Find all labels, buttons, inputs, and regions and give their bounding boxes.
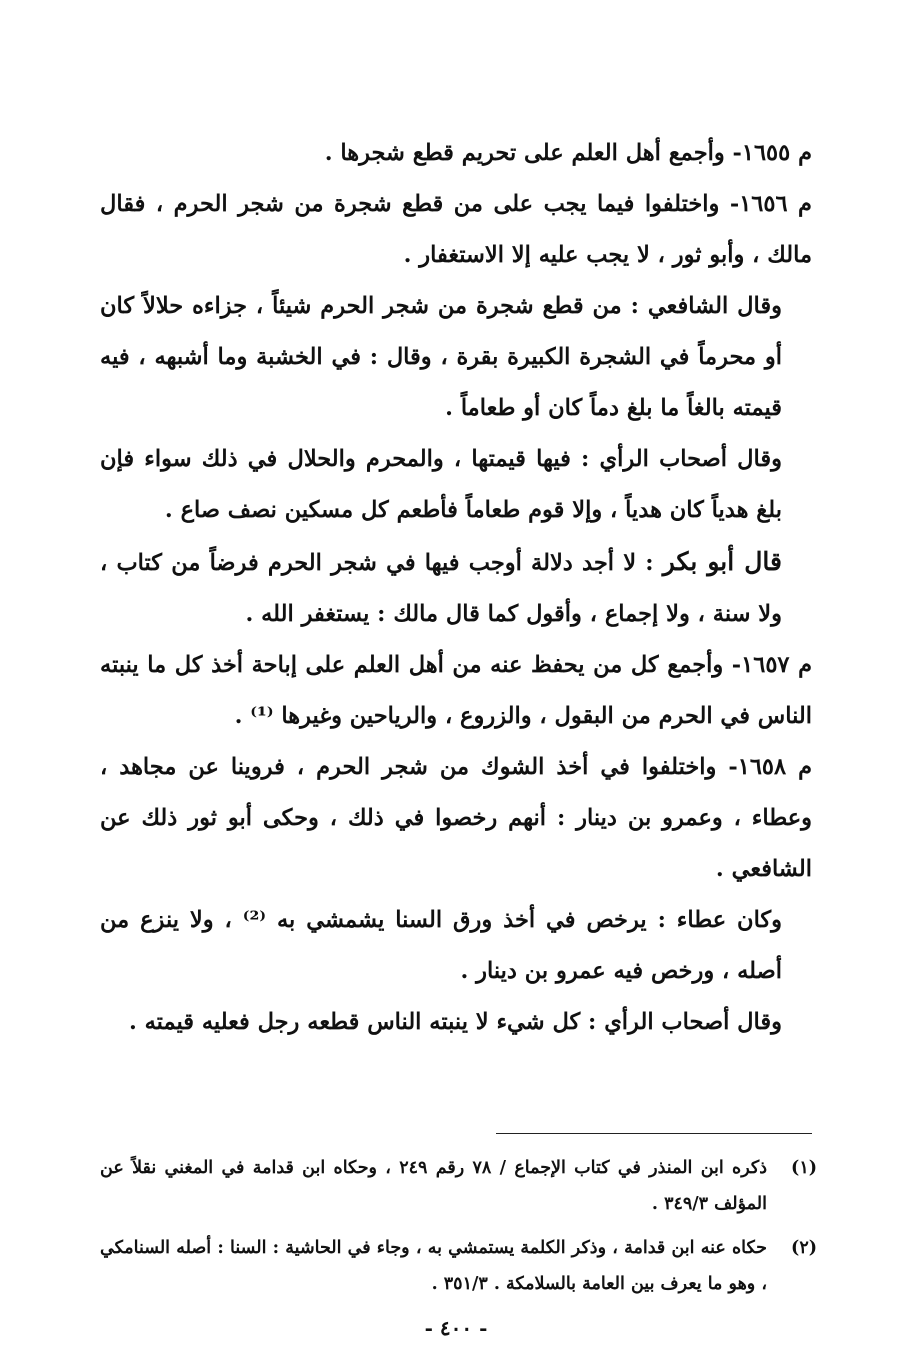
entry-1658 (100, 742, 812, 895)
main-text (100, 128, 812, 1048)
entry-text: م ١٦٥٧- وأجمع كل من يحفظ عنه من أهل العلم على إباحة أخذ كل ما ينبته الناس في الحرم من البقول ، والزروع ، والرياحين وغيرها ⁽¹⁾ . (100, 652, 813, 729)
paragraph-text: وقال الشافعي : من قطع شجرة من شجر الحرم شيئاً ، جزاءه حلالاً كان أو محرماً في الشجرة الكبيرة بقرة ، وقال : في الخشبة وما أشبهه ، فيه قيمته بالغاً ما بلغ دماً كان أو طعاماً . (100, 293, 782, 421)
footnote-text: حكاه عنه ابن قدامة ، وذكر الكلمة يستمشي به ، وجاء في الحاشية : السنا : أصله السنامكي ، وهو ما يعرف بين العامة بالسلامكة . ٣٥١/٣ . (100, 1238, 767, 1294)
footnote-1 (100, 1150, 817, 1222)
footnote-mark: (٢) (791, 1238, 817, 1258)
entry-1657 (100, 640, 812, 742)
entry-text: م ١٦٥٥- وأجمع أهل العلم على تحريم قطع شجرها . (324, 140, 812, 166)
footnotes (100, 1150, 817, 1310)
page-number: - ٤٠٠ - (424, 1316, 488, 1340)
paragraph-shafii (100, 281, 812, 434)
paragraph-text: وكان عطاء : يرخص في أخذ ورق السنا يشمشي به ⁽²⁾ ، ولا ينزع من أصله ، ورخص فيه عمرو بن دينار . (100, 907, 782, 984)
paragraph-text: وقال أصحاب الرأي : فيها قيمتها ، والمحرم والحلال في ذلك سواء فإن بلغ هدياً كان هدياً ، وإلا قوم طعاماً فأطعم كل مسكين نصف صاع . (100, 446, 782, 523)
abu-bakr-heading: قال أبو بكر (662, 547, 782, 576)
entry-text: م ١٦٥٦- واختلفوا فيما يجب على من قطع شجرة من شجر الحرم ، فقال مالك ، وأبو ثور ، لا يجب عليه إلا الاستغفار . (100, 191, 812, 268)
paragraph-abu-bakr (100, 536, 812, 640)
footnote-mark: (١) (791, 1158, 817, 1178)
paragraph-text: : لا أجد دلالة أوجب فيها في شجر الحرم فرضاً من كتاب ، ولا سنة ، ولا إجماع ، وأقول كما قال مالك : يستغفر الله . (100, 550, 782, 627)
entry-text: م ١٦٥٨- واختلفوا في أخذ الشوك من شجر الحرم ، فروينا عن مجاهد ، وعطاء ، وعمرو بن دينار : أنهم رخصوا في ذلك ، وحكى أبو ثور ذلك عن الشافعي . (100, 754, 813, 882)
paragraph-ashab-al-rai-2 (100, 997, 812, 1048)
footnote-divider (496, 1133, 812, 1134)
footnote-2 (100, 1230, 817, 1302)
paragraph-ata (100, 895, 812, 997)
paragraph-text: وقال أصحاب الرأي : كل شيء لا ينبته الناس قطعه رجل فعليه قيمته . (128, 1009, 782, 1035)
entry-1656 (100, 179, 812, 281)
paragraph-ashab-al-rai (100, 434, 812, 536)
footnote-text: ذكره ابن المنذر في كتاب الإجماع / ٧٨ رقم ٢٤٩ ، وحكاه ابن قدامة في المغني نقلاً عن المؤلف ٣٤٩/٣ . (100, 1158, 767, 1214)
entry-1655 (100, 128, 812, 179)
